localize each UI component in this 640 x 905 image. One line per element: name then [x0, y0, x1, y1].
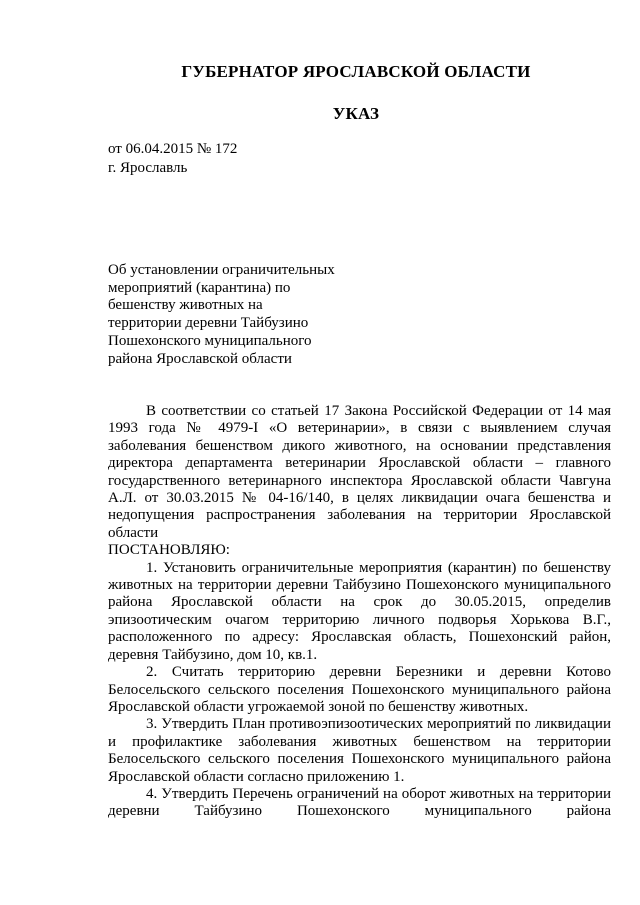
subject-line: мероприятий (карантина) по — [108, 279, 291, 296]
resolve-heading: ПОСТАНОВЛЯЮ: — [108, 542, 230, 559]
order-item-2: 2. Считать территорию деревни Березники и деревни Котово Белосельского сельского поселения Пошехонского муниципального района Ярославской области угрожаемой зоной по бешенству животных. — [108, 664, 611, 715]
document-authority: ГУБЕРНАТОР ЯРОСЛАВСКОЙ ОБЛАСТИ — [181, 62, 531, 81]
order-item-1: 1. Установить ограничительные мероприятия (карантин) по бешенству животных на территории деревни Тайбузино Пошехонского муниципального района Ярославской области на срок до 30.05.2015, определив эпизоотическим очагом территорию личного подворья Хорькова В.Г., расположенного по адресу: Ярославская область, Пошехонский район, деревня Тайбузино, дом 10, кв.1. — [108, 559, 611, 663]
document-subject — [108, 262, 368, 368]
preamble-paragraph: В соответствии со статьей 17 Закона Российской Федерации от 14 мая 1993 года № 4979-I «О ветеринарии», в связи с выявлением случая заболевания бешенством дикого животного, на основании представления директора департамента ветеринарии Ярославской области – главного государственного ветеринарного инспектора Ярославской области Чавгуна А.Л. от 30.03.2015 № 04-16/140, в целях ликвидации очага бешенства и недопущения распространения заболевания на территории Ярославской области — [108, 403, 611, 541]
subject-line: района Ярославской области — [108, 350, 292, 367]
subject-line: бешенству животных на — [108, 297, 263, 314]
document-type: УКАЗ — [332, 104, 380, 123]
document-meta — [108, 140, 237, 178]
document-body — [108, 403, 611, 821]
order-item-4: 4. Утвердить Перечень ограничений на оборот животных на территории деревни Тайбузино Пошехонского муниципального района — [108, 785, 611, 820]
document-date-number: от 06.04.2015 № 172 — [108, 141, 238, 157]
subject-line: Об установлении ограничительных — [108, 262, 335, 278]
document-place: г. Ярославль — [108, 160, 188, 176]
subject-line: территории деревни Тайбузино — [108, 315, 309, 332]
subject-line: Пошехонского муниципального — [108, 332, 312, 349]
order-item-3: 3. Утвердить План противоэпизоотических мероприятий по ликвидации и профилактике заболевания животных бешенством на территории Белосельского сельского поселения Пошехонского муниципального района Ярославской области согласно приложению 1. — [108, 716, 611, 785]
